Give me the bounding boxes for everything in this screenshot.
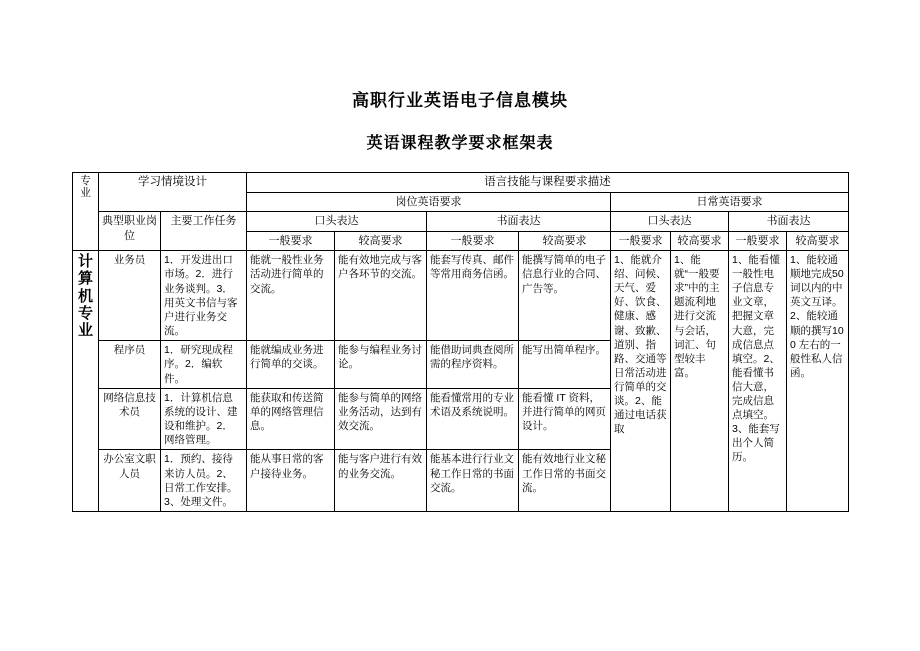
- table-header-row-3: [73, 212, 849, 232]
- cell-daily-written-general: 1、能看懂一般性电子信息专业文章，把握文章大意，完成信息点填空。2、能看懂书信大意，完成信息点填空。3、能套写出个人简历。: [729, 251, 787, 512]
- header-major-label: 专业: [80, 174, 91, 200]
- cell-oral-general: 能就一般性业务活动进行简单的交流。: [247, 251, 335, 341]
- header-language-skill: 语言技能与课程要求描述: [247, 172, 849, 192]
- cell-oral-general: 能获取和传送简单的网络管理信息。: [247, 388, 335, 450]
- cell-oral-higher: 能有效地完成与客户各环节的交流。: [335, 251, 427, 341]
- cell-oral-general: 能从事日常的客户接待业务。: [247, 450, 335, 512]
- header-situation-design: 学习情境设计: [99, 172, 247, 212]
- cell-written-higher: 能写出简单程序。: [519, 341, 611, 389]
- header-post-written-higher: 较高要求: [519, 231, 611, 251]
- cell-job: 办公室文职人员: [99, 450, 161, 512]
- cell-written-general: 能看懂常用的专业术语及系统说明。: [427, 388, 519, 450]
- header-daily-written: 书面表达: [729, 212, 849, 232]
- header-post-oral-higher: 较高要求: [335, 231, 427, 251]
- cell-daily-oral-general: 1、能就介绍、问候、天气、爱好、饮食、健康、感谢、致歉、道别、指路、交通等日常活动进行简单的交谈。2、能通过电话获取: [611, 251, 671, 512]
- cell-task: 1．预约、接待来访人员。2、日常工作安排。3、处理文件。: [161, 450, 247, 512]
- cell-daily-oral-higher: 1、能就“一般要求”中的主题流利地进行交流与会话，词汇、句型较丰富。: [671, 251, 729, 512]
- cell-daily-written-higher: 1、能较通顺地完成50 词以内的中英文互译。2、能较通顺的撰写100 左右的一般性私人信函。: [787, 251, 849, 512]
- table-row: [73, 251, 849, 341]
- cell-task: 1．开发进出口市场。2．进行业务谈判。3．用英文书信与客户进行业务交流。: [161, 251, 247, 341]
- header-post-oral: 口头表达: [247, 212, 427, 232]
- header-post-english: 岗位英语要求: [247, 192, 611, 212]
- cell-written-general: 能套写传真、邮件等常用商务信函。: [427, 251, 519, 341]
- framework-table: [72, 172, 849, 513]
- cell-written-general: 能基本进行行业文秘工作日常的书面交流。: [427, 450, 519, 512]
- page-title: 高职行业英语电子信息模块: [352, 91, 568, 110]
- header-daily-english: 日常英语要求: [611, 192, 849, 212]
- cell-task: 1．计算机信息系统的设计、建设和维护。2．网络管理。: [161, 388, 247, 450]
- header-post-oral-general: 一般要求: [247, 231, 335, 251]
- table-header-row-1: [73, 172, 849, 192]
- cell-job: 程序员: [99, 341, 161, 389]
- page-subtitle: 英语课程教学要求框架表: [366, 134, 554, 152]
- header-post-written: 书面表达: [427, 212, 611, 232]
- header-daily-written-general: 一般要求: [729, 231, 787, 251]
- cell-written-general: 能借助词典查阅所需的程序资料。: [427, 341, 519, 389]
- cell-major-computer: 计 算 机 专 业: [73, 251, 99, 512]
- cell-written-higher: 能撰写简单的电子信息行业的合同、广告等。: [519, 251, 611, 341]
- cell-job: 业务员: [99, 251, 161, 341]
- header-daily-oral-general: 一般要求: [611, 231, 671, 251]
- header-major: [73, 172, 99, 251]
- cell-task: 1．研究现成程序。2．编软件。: [161, 341, 247, 389]
- header-daily-written-higher: 较高要求: [787, 231, 849, 251]
- cell-oral-higher: 能参与编程业务讨论。: [335, 341, 427, 389]
- cell-oral-general: 能就编成业务进行简单的交谈。: [247, 341, 335, 389]
- header-task: 主要工作任务: [161, 212, 247, 251]
- cell-oral-higher: 能参与简单的网络业务活动，达到有效交流。: [335, 388, 427, 450]
- cell-job: 网络信息技术员: [99, 388, 161, 450]
- header-daily-oral-higher: 较高要求: [671, 231, 729, 251]
- header-job: 典型职业岗位: [99, 212, 161, 251]
- header-daily-oral: 口头表达: [611, 212, 729, 232]
- cell-written-higher: 能看懂 IT 资料，并进行简单的网页设计。: [519, 388, 611, 450]
- cell-written-higher: 能有效地行业文秘工作日常的书面交流。: [519, 450, 611, 512]
- header-post-written-general: 一般要求: [427, 231, 519, 251]
- cell-oral-higher: 能与客户进行有效的业务交流。: [335, 450, 427, 512]
